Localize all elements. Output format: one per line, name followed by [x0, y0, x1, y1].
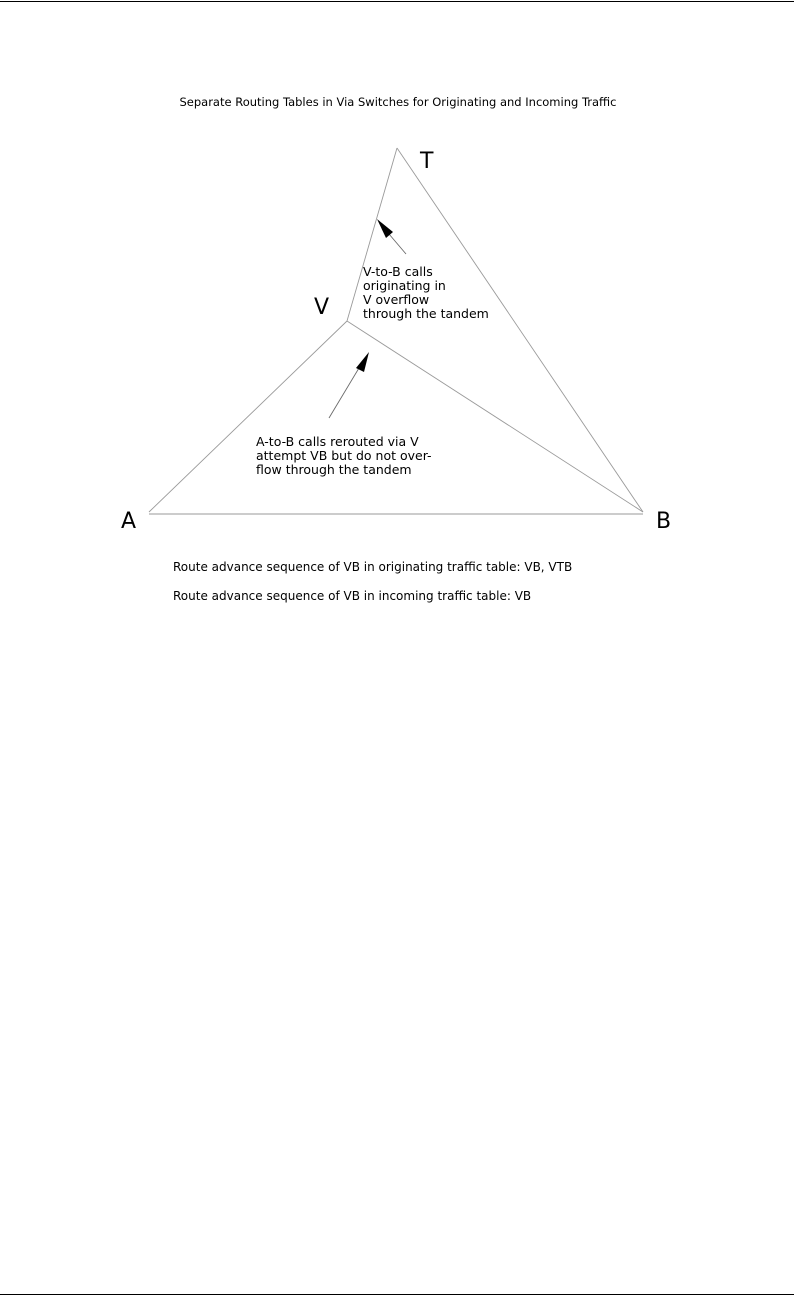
- a-to-b-note-line-3: flow through the tandem: [256, 462, 412, 477]
- a-to-b-note: [256, 434, 436, 477]
- v-to-b-note-line-1: V-to-B calls: [363, 264, 433, 279]
- node-label-v: V: [314, 295, 330, 320]
- node-label-a: A: [121, 509, 137, 534]
- v-to-b-note-line-2: originating in: [363, 278, 446, 293]
- a-to-b-note-line-1: A-to-B calls rerouted via V: [256, 434, 419, 449]
- node-label-t: T: [420, 149, 434, 174]
- v-to-b-arrowhead: [377, 219, 393, 238]
- sequence-originating: Route advance sequence of VB in originating traffic table: VB, VTB: [173, 560, 573, 574]
- a-to-b-leader-line: [329, 368, 359, 418]
- edge-v-a: [149, 321, 347, 512]
- diagram-title: Separate Routing Tables in Via Switches for Originating and Incoming Traffic: [179, 95, 617, 109]
- sequence-incoming: Route advance sequence of VB in incoming traffic table: VB: [173, 589, 532, 603]
- node-label-b: B: [656, 509, 672, 534]
- bottom-rule: [0, 1294, 794, 1295]
- a-to-b-note-line-2: attempt VB but do not over-: [256, 448, 432, 463]
- edge-v-b: [347, 321, 643, 512]
- v-to-b-leader-line: [389, 234, 406, 254]
- v-to-b-note-line-3: V overflow: [363, 292, 430, 307]
- v-to-b-note: [363, 264, 489, 321]
- v-to-b-note-line-4: through the tandem: [363, 306, 489, 321]
